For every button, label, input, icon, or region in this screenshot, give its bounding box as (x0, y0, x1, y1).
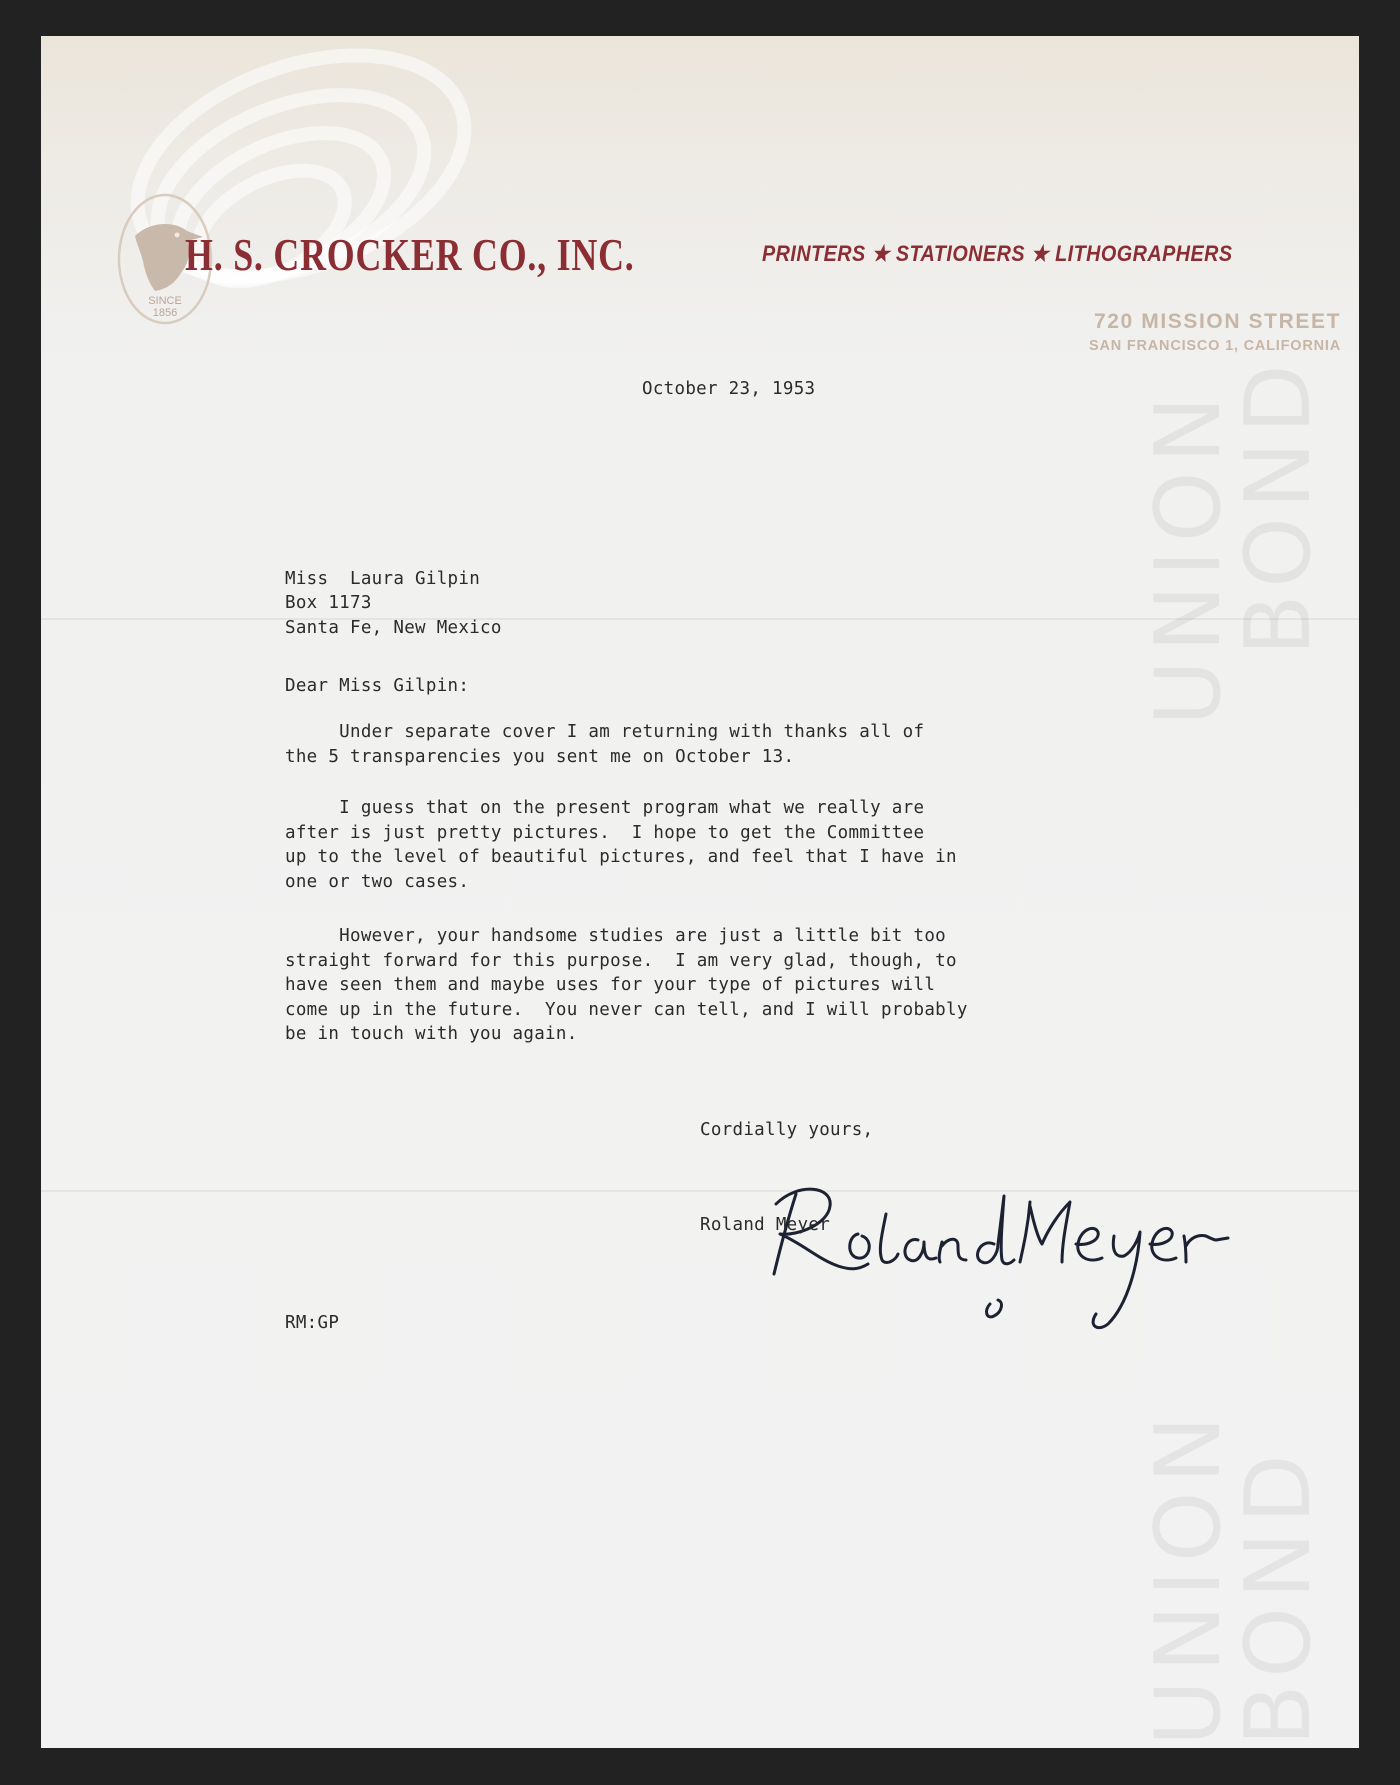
watermark-text-left-top: UNION (1136, 388, 1241, 726)
body-paragraph: I guess that on the present program what we really are after is just pretty pictures. I hope to get the Committee up to the level of beautiful pictures, and feel that I have in one or two cases. (285, 798, 957, 892)
recipient-name: Miss Laura Gilpin (285, 569, 481, 589)
watermark-text-right-top: BOND (1226, 356, 1331, 656)
letter-date: October 23, 1953 (642, 379, 816, 399)
body-paragraph: Under separate cover I am returning with thanks all of the 5 transparencies you sent me on October 13. (285, 722, 925, 767)
address-street: 720 MISSION STREET (1093, 310, 1341, 333)
logo-year-text: 1856 (152, 307, 178, 319)
company-name: H. S. CROCKER CO., INC. (185, 229, 635, 280)
letter-sheet (41, 36, 1359, 1748)
logo-since-text: SINCE (148, 295, 182, 307)
letterhead-company (185, 228, 1233, 281)
watermark-text-right: BOND (1226, 1446, 1331, 1746)
salutation: Dear Miss Gilpin: (285, 676, 470, 696)
letterhead-address (1026, 310, 1341, 354)
signer-name: Roland Meyer (700, 1215, 831, 1235)
reference-initials: RM:GP (285, 1313, 340, 1333)
recipient-box: Box 1173 (285, 593, 372, 613)
watermark-text-left: UNION (1136, 1408, 1241, 1746)
body-paragraph: However, your handsome studies are just a little bit too straight forward for this purpose. I am very glad, though, to have seen them and maybe uses for your type of pictures will come up in the future. You never can tell, and I will probably be in touch with you again. (285, 926, 968, 1044)
address-city: SAN FRANCISCO 1, CALIFORNIA (1089, 338, 1341, 354)
company-tagline: PRINTERS ★ STATIONERS ★ LITHOGRAPHERS (762, 241, 1233, 266)
handwritten-signature (758, 1174, 1218, 1334)
recipient-city: Santa Fe, New Mexico (285, 618, 502, 638)
closing: Cordially yours, (700, 1120, 874, 1140)
